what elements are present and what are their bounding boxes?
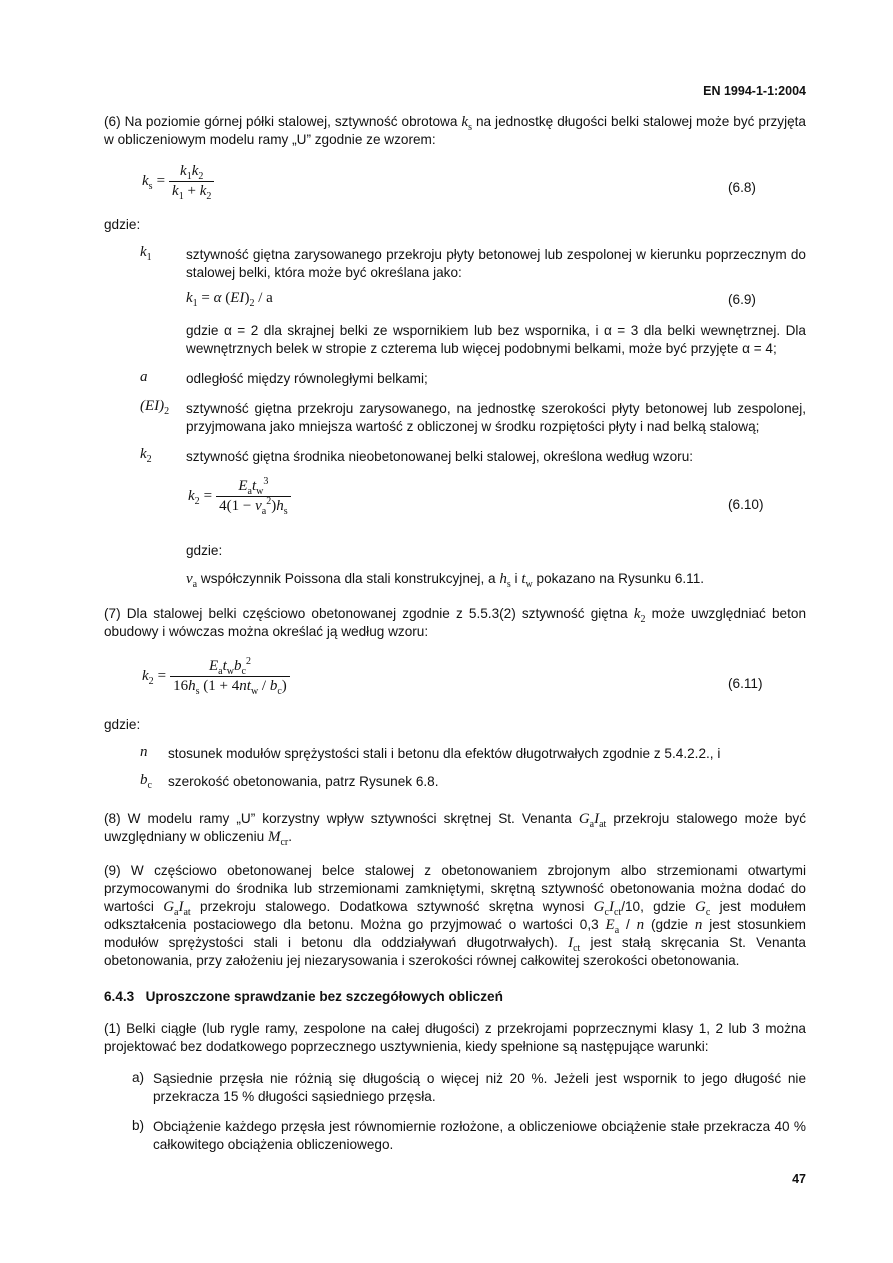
equation-6-8 <box>142 163 214 200</box>
text: (6) Na poziomie górnej półki stalowej, sztywność obrotowa <box>104 114 462 129</box>
section-number: 6.4.3 <box>104 989 135 1004</box>
symbol-ei2: $(EI)_2$ <box>140 398 170 417</box>
definition-k1: sztywność giętna zarysowanego przekroju płyty betonowej lub zespolonej w kierunku poprzecznym do stalowej belki, która może być określana jako: <box>186 247 806 280</box>
document-header: EN 1994-1-1:2004 <box>703 84 806 98</box>
section-paragraph-1: (1) Belki ciągłe (lub rygle ramy, zespolone na całej długości) z przekrojami poprzecznymi klasy 1, 2 lub 3 można projektować bez dodatkowego poprzecznego usztywnienia, kiedy spełnione są następujące warunki: <box>104 1021 806 1054</box>
list-item-label: a) <box>132 1070 145 1085</box>
list-item: Obciążenie każdego przęsła jest równomiernie rozłożone, a obliczeniowe obciążenie stałe przekracza 40 % całkowitego obciążenia obliczeniowego. <box>153 1119 806 1152</box>
equation-number: (6.11) <box>728 676 763 691</box>
eq-lhs: $k_s$ <box>142 173 153 192</box>
equation-number: (6.10) <box>728 497 764 512</box>
symbol-k2: $k_2$ <box>140 446 152 465</box>
definition-k2: sztywność giętna środnika nieobetonowanej belki stalowej, określona według wzoru: <box>186 449 694 464</box>
where-label: gdzie: <box>104 717 141 732</box>
equation-number: (6.8) <box>728 180 756 195</box>
eq-sign: = <box>156 173 166 189</box>
definition-bc: szerokość obetonowania, patrz Rysunek 6.8. <box>168 774 439 789</box>
where-label: gdzie: <box>104 217 141 232</box>
symbol-a: a <box>140 369 148 385</box>
fraction: $\frac{k_1k_2}{k_1 + k_2}$ <box>169 163 214 200</box>
section-title: Uproszczone sprawdzanie bez szczegółowych obliczeń <box>145 989 503 1004</box>
list-item: Sąsiednie przęsła nie różnią się długością o więcej niż 20 %. Jeżeli jest wspornik to jego długość nie przekracza 15 % długości sąsiedniego przęsła. <box>153 1071 806 1104</box>
note-poisson: $\nu_a$ współczynnik Poissona dla stali konstrukcyjnej, a $h_s$ i $t_w$ pokazano na Rysunku 6.11. <box>186 571 705 590</box>
definition-a: odległość między równoległymi belkami; <box>186 371 428 386</box>
definition-n: stosunek modułów sprężystości stali i betonu dla efektów długotrwałych zgodnie z 5.4.2.2., i <box>168 746 721 761</box>
paragraph-8: (8) W modelu ramy „U” korzystny wpływ sztywności skrętnej St. Venanta $G_aI_{at}$ przekroju stalowego może być uwzględniany w obliczeniu $M_{cr}$. <box>104 811 807 848</box>
list-item-label: b) <box>132 1118 145 1133</box>
where-label: gdzie: <box>186 543 223 558</box>
paragraph-7: (7) Dla stalowej belki częściowo obetonowanej zgodnie z 5.5.3(2) sztywność giętna $k_2$ może uwzględniać beton obudowy i wówczas można określać ją według wzoru: <box>104 606 807 639</box>
symbol-k-s: $k_s$ <box>461 114 472 133</box>
equation-6-11: $k_2$ = $\frac{E_at_wb_c^2}{16h_s (1 + 4nt_w / b_c)}$ <box>142 658 290 695</box>
note-alpha: gdzie α = 2 dla skrajnej belki ze wspornikiem lub bez wspornika, i α = 3 dla belki wewnętrznej. Dla wewnętrznych belek w stropie z czterema lub więcej podobnymi belkami, może być przyjęte α = 4; <box>186 323 806 356</box>
paragraph-6 <box>104 113 806 149</box>
symbol-k1: $k_1$ <box>140 244 152 263</box>
symbol-bc: $b_c$ <box>140 772 152 791</box>
page-number: 47 <box>792 1172 806 1186</box>
paragraph-9: (9) W częściowo obetonowanej belce stalowej z obetonowaniem zbrojonym albo strzemionami otwartymi przymocowanymi do środnika lub strzemionami zamkniętymi, skrętną sztywność obetonowania można dodać do wartości $G_aI_{at}$ przekroju stalowego. Dodatkowa sztywność skrętna wynosi $G_cI_{ct}/10$, gdzie $G_c$ jest modułem odkształcenia postaciowego dla betonu. Można go przyjmować o wartości 0,3 $E_a$ / n (gdzie n jest stosunkiem modułów sprężystości stali i betonu dla oddziaływań długotrwałych). $I_{ct}$ jest stałą skręcania St. Venanta obetonowania, przy założeniu jej niezarysowania i szerokości równej całkowitej szerokości obetonowania. <box>104 863 807 968</box>
equation-number: (6.9) <box>728 292 756 307</box>
section-heading <box>104 989 503 1004</box>
text: na jednostkę długości belki stalowej może być przyjęta w obliczeniowym modelu ramy „U” zgodnie ze wzorem: <box>104 114 806 147</box>
equation-6-10: $k_2$ = $\frac{E_at_w^3}{4(1 - \nu_a^2)h_s}$ <box>188 478 291 515</box>
symbol-n: n <box>140 744 148 760</box>
equation-6-9: $k_1 = \alpha$ $(EI)_2$ / a <box>186 290 273 309</box>
definition-ei2: sztywność giętna przekroju zarysowanego, na jednostkę szerokości płyty betonowej lub zespolonej, przyjmowana jako mniejsza wartość z obliczonej w środku rozpiętości płyty i nad belką stalową; <box>186 401 806 434</box>
